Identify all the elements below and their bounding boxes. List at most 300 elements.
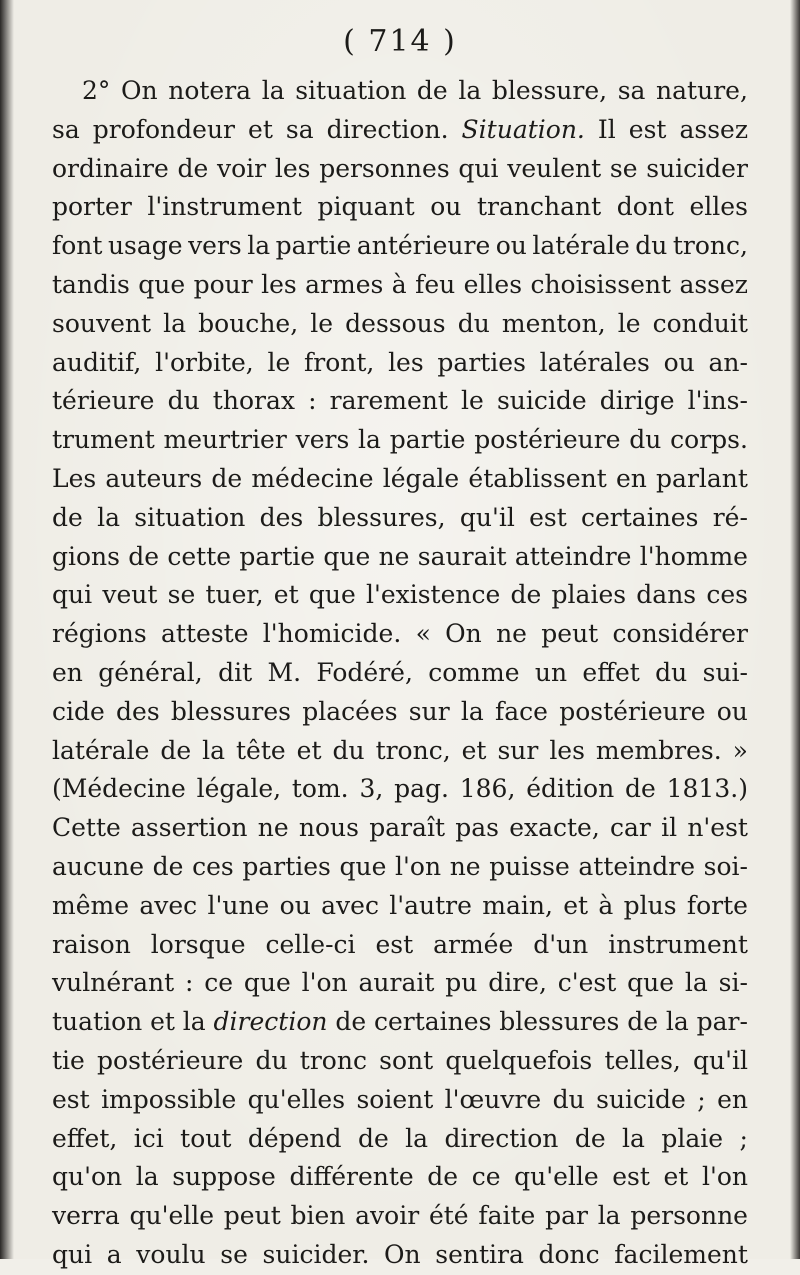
word: ne xyxy=(378,541,410,571)
word: tranchant xyxy=(476,192,602,222)
word: effet, xyxy=(52,1123,118,1153)
word: effet xyxy=(582,657,640,687)
word: et xyxy=(248,114,273,144)
word: gions xyxy=(52,541,120,571)
word: celle-ci xyxy=(265,929,356,959)
word: les xyxy=(261,269,297,299)
word: l'on xyxy=(301,968,348,998)
word: ; xyxy=(739,1123,748,1153)
word: peut xyxy=(223,1201,281,1231)
word: parties xyxy=(437,347,526,377)
text-line xyxy=(52,732,748,771)
word: de xyxy=(52,502,83,532)
word: 1813.) xyxy=(666,774,748,804)
word: tronc, xyxy=(672,231,748,261)
word: et xyxy=(273,580,299,610)
word: latérale xyxy=(52,735,150,765)
word: les xyxy=(274,153,311,183)
text-line xyxy=(52,1003,748,1042)
word: établissent xyxy=(468,463,607,493)
word: front, xyxy=(303,347,375,377)
word: sa xyxy=(617,76,646,105)
word: latérales xyxy=(539,347,650,377)
word: la xyxy=(182,1007,206,1037)
word: 3, xyxy=(359,774,384,804)
word: du xyxy=(457,308,490,338)
word: Les xyxy=(52,463,97,493)
word: font xyxy=(52,231,103,261)
word: « xyxy=(415,619,431,649)
word: an- xyxy=(708,347,748,377)
text-line xyxy=(52,1197,748,1236)
word: l'une xyxy=(207,890,270,920)
word: de xyxy=(627,1007,659,1037)
word: la xyxy=(597,1201,621,1231)
text-line xyxy=(52,111,748,150)
word: a xyxy=(106,1239,122,1269)
text-line xyxy=(52,693,748,732)
word: suicider xyxy=(646,153,748,183)
word: direction. xyxy=(326,114,449,144)
word: la xyxy=(261,76,285,105)
word: ou xyxy=(495,231,527,261)
word: même xyxy=(52,890,130,920)
word: la xyxy=(460,696,484,726)
word: le xyxy=(310,308,334,338)
word: dire, xyxy=(488,968,547,998)
word: vers xyxy=(295,425,350,455)
word: placées xyxy=(302,696,398,726)
word: et xyxy=(563,890,589,920)
word: soient xyxy=(356,1084,434,1114)
word: membres. xyxy=(595,735,722,765)
word: parlant xyxy=(656,463,748,493)
word: l'orbite, xyxy=(155,347,254,377)
word: la xyxy=(247,231,271,261)
word: c'est xyxy=(557,968,617,998)
word: tronc xyxy=(299,1045,367,1075)
word: que xyxy=(138,269,186,299)
word: tandis xyxy=(52,269,130,299)
word: puisse xyxy=(489,851,570,881)
word: dépend xyxy=(247,1123,342,1153)
word: Il xyxy=(597,114,616,144)
word: la xyxy=(684,968,708,998)
word: ce xyxy=(204,968,234,998)
word: général, xyxy=(98,657,203,687)
word: sentira xyxy=(435,1239,524,1269)
word: de xyxy=(574,1123,606,1153)
word: aucune xyxy=(52,851,145,881)
text-line xyxy=(52,421,748,460)
word: que xyxy=(308,580,356,610)
word: dessous xyxy=(345,308,446,338)
word: personnes xyxy=(319,153,450,183)
word: paraît xyxy=(369,813,446,843)
word: le xyxy=(617,308,641,338)
word: exacte, xyxy=(509,813,600,843)
word: vulnérant xyxy=(52,968,175,998)
word: de xyxy=(416,76,448,105)
word: sont xyxy=(379,1045,434,1075)
word: les xyxy=(388,347,424,377)
text-line xyxy=(52,538,748,577)
word: On xyxy=(121,76,158,105)
word: été xyxy=(428,1201,469,1231)
word: pag. xyxy=(394,774,449,804)
word: atteindre xyxy=(514,541,632,571)
word: tronc, xyxy=(375,735,451,765)
word: de xyxy=(357,1123,389,1153)
word: M. xyxy=(267,657,302,687)
word: est xyxy=(375,929,414,959)
word: n'est xyxy=(687,813,748,843)
word: suppose xyxy=(172,1162,276,1192)
word: se xyxy=(220,1239,248,1269)
word: l'on xyxy=(701,1162,748,1192)
word: se xyxy=(609,153,638,183)
word: comme xyxy=(428,657,520,687)
word: qu'elle xyxy=(514,1162,599,1192)
word: et xyxy=(296,735,322,765)
word: avec xyxy=(139,890,198,920)
text-line xyxy=(52,499,748,538)
word: la xyxy=(405,1123,429,1153)
word: ; xyxy=(697,1084,706,1114)
text-line xyxy=(52,150,748,189)
word: si- xyxy=(718,968,748,998)
text-line xyxy=(52,382,748,421)
word: elles xyxy=(463,269,523,299)
word: certaines xyxy=(581,502,699,532)
word: plaie xyxy=(661,1123,724,1153)
word: partie xyxy=(239,541,316,571)
word: situation xyxy=(295,76,407,105)
word: soi- xyxy=(703,851,748,881)
word: voulu xyxy=(136,1239,206,1269)
word: On xyxy=(384,1239,421,1269)
word: que xyxy=(339,851,387,881)
word: postérieure xyxy=(474,425,621,455)
word: d'un xyxy=(533,929,589,959)
text-line xyxy=(52,72,748,111)
word: face xyxy=(495,696,548,726)
word: pas xyxy=(455,813,499,843)
word: ré- xyxy=(712,502,748,532)
page-edge-left xyxy=(0,0,14,1259)
word: plus xyxy=(623,890,677,920)
word: meurtrier xyxy=(163,425,287,455)
word: sui- xyxy=(702,657,748,687)
word: de xyxy=(211,463,243,493)
word: ou xyxy=(430,192,462,222)
word: l'ins- xyxy=(687,386,748,416)
word: du xyxy=(552,1084,585,1114)
word: porter xyxy=(52,192,132,222)
word: ordinaire xyxy=(52,153,169,183)
word: plaies xyxy=(551,580,627,610)
body-text xyxy=(52,72,748,1275)
word: ou xyxy=(716,696,748,726)
text-line xyxy=(52,1081,748,1120)
word: elles xyxy=(689,192,748,222)
word: des xyxy=(259,502,304,532)
text-line xyxy=(52,809,748,848)
word: On xyxy=(445,619,482,649)
word: lorsque xyxy=(150,929,246,959)
word: pu xyxy=(445,968,478,998)
page-edge-right xyxy=(790,0,800,1259)
word: piquant xyxy=(317,192,415,222)
word: vers xyxy=(188,231,242,261)
word: 186, xyxy=(459,774,516,804)
text-line xyxy=(52,770,748,809)
word: un xyxy=(534,657,568,687)
word: de xyxy=(177,153,209,183)
word: auteurs xyxy=(105,463,203,493)
word: en xyxy=(615,463,647,493)
text-line xyxy=(52,615,748,654)
word: des xyxy=(116,696,160,726)
word: blessures, xyxy=(317,502,446,532)
word: direction xyxy=(444,1123,559,1153)
word: voir xyxy=(217,153,267,183)
word: latérale xyxy=(532,231,630,261)
word: suicide xyxy=(596,1084,686,1114)
word: armes xyxy=(305,269,384,299)
word: qu'il xyxy=(459,502,515,532)
word: bien xyxy=(290,1201,346,1231)
word: de xyxy=(625,774,656,804)
text-line xyxy=(52,1120,748,1159)
word: légale, xyxy=(196,774,282,804)
word: à xyxy=(598,890,614,920)
word: différente xyxy=(289,1162,414,1192)
word: verra xyxy=(52,1201,120,1231)
word: cette xyxy=(167,541,232,571)
word: antérieure xyxy=(356,231,491,261)
word: en xyxy=(717,1084,748,1114)
word: bouche, xyxy=(198,308,299,338)
word: sa xyxy=(285,114,314,144)
word: la xyxy=(622,1123,645,1153)
word: forte xyxy=(686,890,748,920)
word: armée xyxy=(433,929,514,959)
word: ces xyxy=(706,580,748,610)
word: postérieure xyxy=(97,1045,244,1075)
word: de xyxy=(160,735,192,765)
word: la xyxy=(163,308,187,338)
word: peut xyxy=(541,619,599,649)
word: et xyxy=(150,1007,175,1037)
word: ne xyxy=(496,619,527,649)
word: du xyxy=(655,657,688,687)
word: le xyxy=(267,347,291,377)
word: main, xyxy=(482,890,553,920)
word: telles, xyxy=(604,1045,681,1075)
word: avoir xyxy=(355,1201,420,1231)
word: ici xyxy=(133,1123,164,1153)
word: donc xyxy=(538,1239,600,1269)
word: ne xyxy=(449,851,481,881)
word: est xyxy=(52,1084,90,1114)
word: car xyxy=(610,813,651,843)
word: cide xyxy=(52,696,105,726)
word: tête xyxy=(236,735,286,765)
text-line xyxy=(52,227,748,266)
text-line xyxy=(52,460,748,499)
word: nature, xyxy=(656,76,748,105)
word: assertion xyxy=(131,813,248,843)
word: l'existence xyxy=(365,580,501,610)
word: blessures xyxy=(499,1007,620,1037)
word: qui xyxy=(458,153,499,183)
word: du xyxy=(629,425,662,455)
word: dont xyxy=(616,192,674,222)
word: qu'elle xyxy=(129,1201,215,1231)
word: impossible xyxy=(101,1084,237,1114)
word: de xyxy=(427,1162,459,1192)
word: légale xyxy=(382,463,460,493)
word: sa xyxy=(52,114,80,144)
word: assez xyxy=(679,114,748,144)
word: dirige xyxy=(599,386,675,416)
word: postérieure xyxy=(559,696,706,726)
word: parties xyxy=(242,851,331,881)
word: partie xyxy=(389,425,466,455)
word: assez xyxy=(679,269,748,299)
word: le xyxy=(461,386,484,416)
text-line xyxy=(52,964,748,1003)
word: tie xyxy=(52,1045,85,1075)
word: médecine xyxy=(251,463,374,493)
word: pour xyxy=(193,269,253,299)
word: » xyxy=(732,735,748,765)
word: : xyxy=(308,386,317,416)
text-line xyxy=(52,926,748,965)
text-line xyxy=(52,305,748,344)
word: du xyxy=(167,386,200,416)
word: qu'on xyxy=(52,1162,123,1192)
word: du xyxy=(332,735,365,765)
word: qui xyxy=(52,1239,93,1269)
word: blessure, xyxy=(491,76,608,105)
word: l'homme xyxy=(639,541,748,571)
word: régions xyxy=(52,619,147,649)
word: est xyxy=(529,502,567,532)
word: personne xyxy=(630,1201,748,1231)
word: l'œuvre xyxy=(444,1084,542,1114)
text-line xyxy=(52,344,748,383)
word: qu'elles xyxy=(247,1084,346,1114)
text-line xyxy=(52,1158,748,1197)
word: 2° xyxy=(82,76,111,105)
word: atteste xyxy=(161,619,249,649)
word: ne xyxy=(257,813,289,843)
word: nous xyxy=(298,813,359,843)
word: sur xyxy=(408,696,450,726)
word: la xyxy=(135,1162,159,1192)
word: suicide xyxy=(496,386,587,416)
word: conduit xyxy=(652,308,748,338)
word: partie xyxy=(275,231,352,261)
word: dans xyxy=(636,580,697,610)
word: de xyxy=(128,541,160,571)
word: la xyxy=(665,1007,689,1037)
word: souvent xyxy=(52,308,152,338)
word: l'on xyxy=(395,851,442,881)
word: l'homicide. xyxy=(262,619,402,649)
word: rarement xyxy=(329,386,448,416)
word: auditif, xyxy=(52,347,142,377)
word: du xyxy=(255,1045,288,1075)
word: et xyxy=(461,735,487,765)
word: la xyxy=(97,502,120,532)
word: se xyxy=(167,580,196,610)
word: quelquefois xyxy=(445,1045,593,1075)
word: de xyxy=(152,851,184,881)
word: la xyxy=(458,76,482,105)
word: l'instrument xyxy=(147,192,302,222)
word: qui xyxy=(52,580,93,610)
word: menton, xyxy=(501,308,606,338)
word: corps. xyxy=(670,425,748,455)
word: que xyxy=(243,968,291,998)
word: tom. xyxy=(291,774,349,804)
word: ou xyxy=(279,890,311,920)
word: de xyxy=(510,580,542,610)
word: sur xyxy=(497,735,539,765)
word: que xyxy=(323,541,371,571)
text-line xyxy=(52,1042,748,1081)
page-number: ( 714 ) xyxy=(343,24,457,59)
word: avec xyxy=(321,890,379,920)
word: tuation xyxy=(52,1007,143,1037)
word: Situation. xyxy=(461,114,585,144)
text-line xyxy=(52,188,748,227)
word: notera xyxy=(168,76,252,105)
text-line xyxy=(52,654,748,693)
word: Fodéré, xyxy=(316,657,413,687)
word: par- xyxy=(696,1007,748,1037)
word: tuer, xyxy=(205,580,264,610)
text-line xyxy=(52,848,748,887)
word: blessures xyxy=(170,696,292,726)
word: et xyxy=(663,1162,689,1192)
word: usage xyxy=(107,231,183,261)
word: en xyxy=(52,657,83,687)
text-line xyxy=(52,576,748,615)
word: choisissent xyxy=(530,269,672,299)
word: ou xyxy=(663,347,695,377)
word: du xyxy=(635,231,668,261)
word: Cette xyxy=(52,813,121,843)
word: les xyxy=(549,735,585,765)
word: thorax xyxy=(212,386,295,416)
word: faite xyxy=(478,1201,536,1231)
word: aurait xyxy=(358,968,435,998)
word: profondeur xyxy=(92,114,236,144)
word: à xyxy=(391,269,407,299)
word: certaines xyxy=(373,1007,492,1037)
word: édition xyxy=(526,774,615,804)
word: est xyxy=(628,114,667,144)
word: trument xyxy=(52,425,155,455)
word: raison xyxy=(52,929,131,959)
word: que xyxy=(627,968,675,998)
word: instrument xyxy=(608,929,748,959)
word: (Médecine xyxy=(52,774,186,804)
